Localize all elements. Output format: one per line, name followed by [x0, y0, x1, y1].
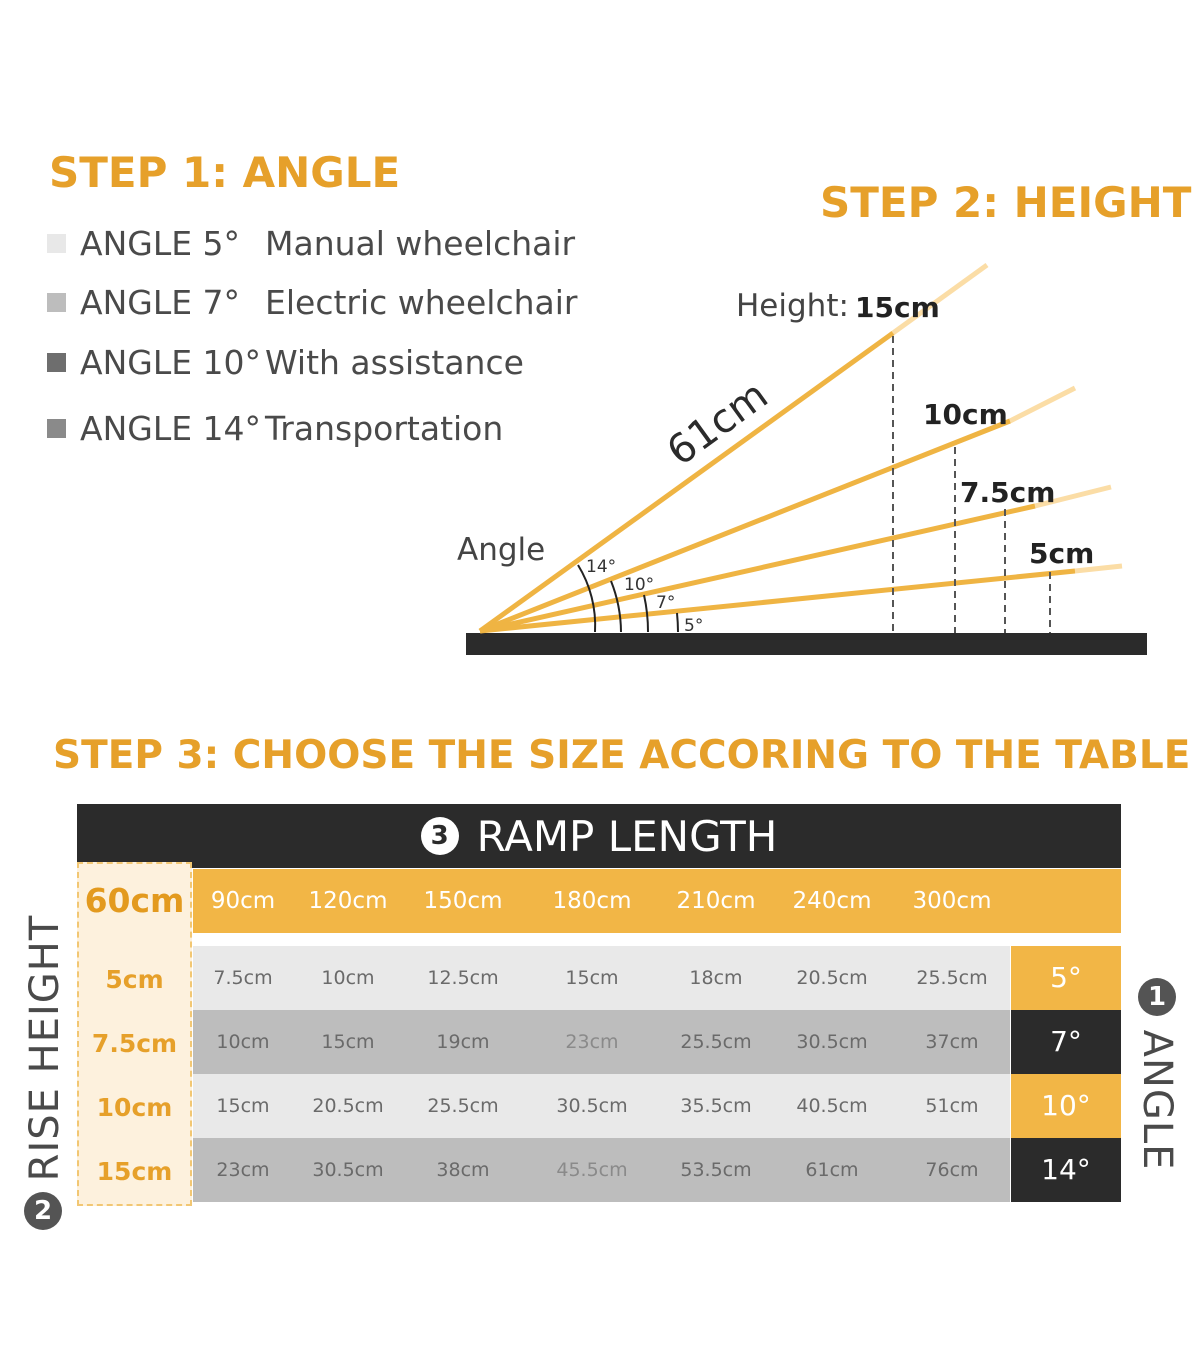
- length-cell: 210cm: [676, 888, 756, 914]
- step3-title: STEP 3: CHOOSE THE SIZE ACCORING TO THE TABLE: [53, 733, 1191, 778]
- ramp-extension-10: [1010, 388, 1075, 421]
- table-cell: 7.5cm: [213, 967, 273, 989]
- table-cell: 35.5cm: [680, 1095, 752, 1117]
- angle-cell: 14°: [1011, 1138, 1121, 1202]
- angle-cell: 10°: [1011, 1074, 1121, 1138]
- height-value-15: 15cm: [855, 291, 940, 324]
- legend-angle-label: ANGLE 5°: [80, 224, 241, 263]
- legend-use-label: Transportation: [265, 409, 504, 448]
- ramp-length-title: RAMP LENGTH: [476, 811, 778, 861]
- legend-use-label: Electric wheelchair: [265, 283, 578, 322]
- table-row: [193, 946, 1010, 1010]
- rise-height-axis-label: RISE HEIGHT: [22, 914, 68, 1182]
- legend-use-label: Manual wheelchair: [265, 224, 576, 263]
- table-cell: 10cm: [321, 967, 375, 989]
- rise-cell: 7.5cm: [91, 1029, 178, 1058]
- rise-height-number-badge: 2: [24, 1192, 62, 1230]
- table-cell: 45.5cm: [556, 1159, 628, 1181]
- length-cell: 180cm: [552, 888, 632, 914]
- table-cell: 51cm: [925, 1095, 979, 1117]
- table-cell: 15cm: [216, 1095, 270, 1117]
- ramp-line-10: [480, 421, 1010, 631]
- table-row: [193, 1010, 1010, 1074]
- table-cell: 30.5cm: [556, 1095, 628, 1117]
- table-cell: 30.5cm: [796, 1031, 868, 1053]
- angle-cell: 5°: [1011, 946, 1121, 1010]
- table-cell: 10cm: [216, 1031, 270, 1053]
- ramp-length-row: [193, 869, 1121, 933]
- table-cell: 53.5cm: [680, 1159, 752, 1181]
- height-value-5: 5cm: [1029, 537, 1095, 570]
- step-number-badge: 3: [421, 817, 459, 855]
- table-cell: 25.5cm: [680, 1031, 752, 1053]
- angle-number-badge: 1: [1138, 978, 1176, 1016]
- rise-cell: 5cm: [105, 965, 164, 994]
- height-value-7-5: 7.5cm: [960, 476, 1056, 509]
- angle-arc-10: [611, 581, 621, 632]
- legend-angle-label: ANGLE 14°: [80, 409, 262, 448]
- table-cell: 25.5cm: [427, 1095, 499, 1117]
- table-cell: 15cm: [321, 1031, 375, 1053]
- angle-arc-5: [677, 613, 678, 632]
- ramp-length-label: 61cm: [658, 372, 777, 476]
- legend-use-label: With assistance: [265, 343, 524, 382]
- angle-cell: 7°: [1011, 1010, 1121, 1074]
- table-cell: 20.5cm: [312, 1095, 384, 1117]
- legend-angle-label: ANGLE 7°: [80, 283, 241, 322]
- angle-value-14: 14°: [586, 557, 617, 577]
- table-cell: 12.5cm: [427, 967, 499, 989]
- length-cell: 150cm: [423, 888, 503, 914]
- angle-value-7: 7°: [656, 593, 676, 613]
- table-cell: 30.5cm: [312, 1159, 384, 1181]
- table-row: [193, 1074, 1010, 1138]
- table-row: [193, 1138, 1010, 1202]
- angle-label: Angle: [457, 532, 546, 568]
- height-label: Height:: [736, 288, 849, 324]
- legend-angle-label: ANGLE 10°: [80, 343, 262, 382]
- table-cell: 19cm: [436, 1031, 490, 1053]
- angle-axis-label: ANGLE: [1134, 1029, 1180, 1171]
- table-cell: 37cm: [925, 1031, 979, 1053]
- table-cell: 76cm: [925, 1159, 979, 1181]
- table-cell: 40.5cm: [796, 1095, 868, 1117]
- length-cell-60: 60cm: [84, 881, 185, 920]
- length-cell: 240cm: [792, 888, 872, 914]
- length-cell: 120cm: [308, 888, 388, 914]
- ramp-length-header: [77, 804, 1121, 868]
- table-cell: 61cm: [805, 1159, 859, 1181]
- angle-value-10: 10°: [624, 575, 655, 595]
- table-cell: 20.5cm: [796, 967, 868, 989]
- table-cell: 25.5cm: [916, 967, 988, 989]
- length-cell: 300cm: [912, 888, 992, 914]
- step2-title: STEP 2: HEIGHT: [820, 178, 1192, 227]
- rise-cell: 15cm: [96, 1157, 173, 1186]
- step1-title: STEP 1: ANGLE: [49, 148, 401, 197]
- table-cell: 15cm: [565, 967, 619, 989]
- rise-cell: 10cm: [96, 1093, 173, 1122]
- ground-bar: [466, 633, 1147, 655]
- table-cell: 23cm: [565, 1031, 619, 1053]
- ramp-line-5: [480, 571, 1075, 631]
- table-cell: 23cm: [216, 1159, 270, 1181]
- table-cell: 18cm: [689, 967, 743, 989]
- table-cell: 38cm: [436, 1159, 490, 1181]
- height-value-10: 10cm: [923, 398, 1008, 431]
- length-cell: 90cm: [210, 888, 276, 914]
- angle-value-5: 5°: [684, 616, 704, 636]
